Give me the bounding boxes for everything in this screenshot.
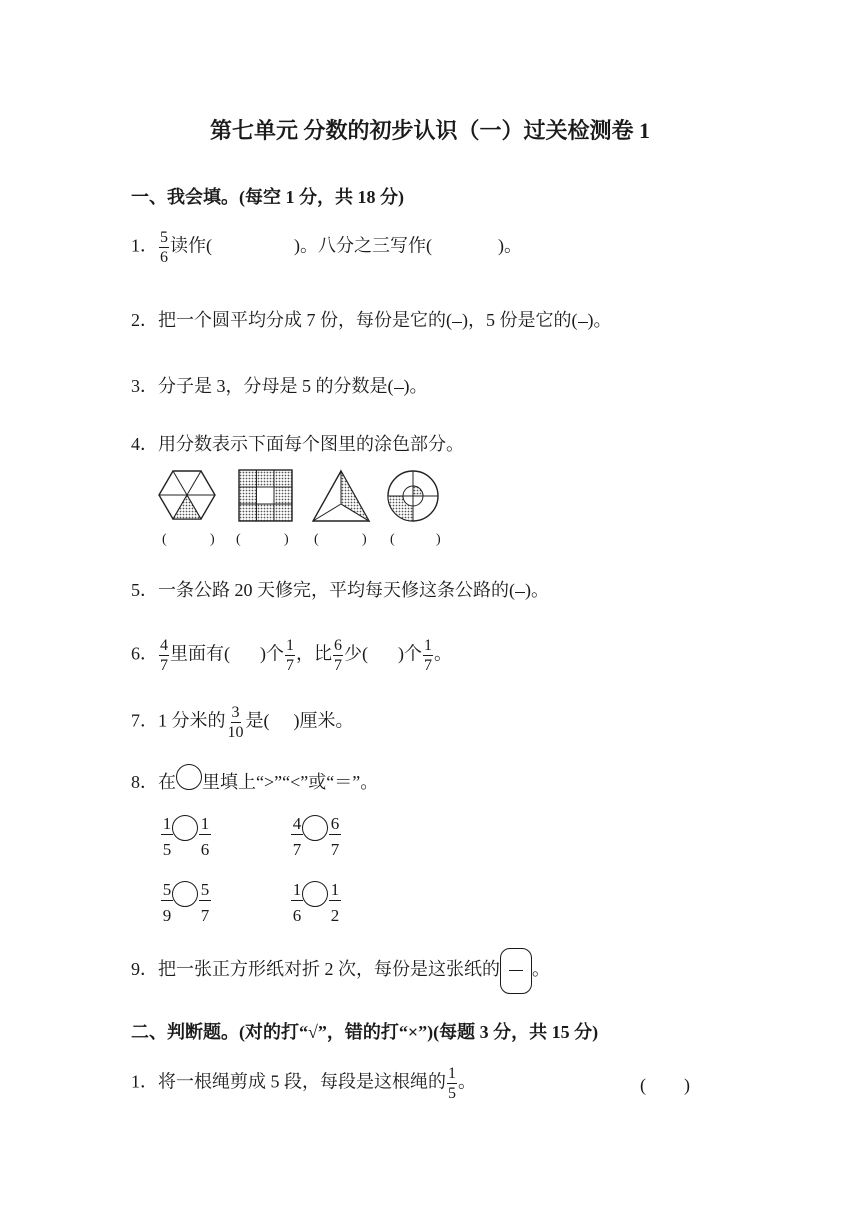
- question-1: 1． $\frac{5}{6}$ 读作( )。八分之三写作( )。: [131, 229, 522, 266]
- question-number: 4．: [131, 434, 158, 454]
- fraction-answer-blank[interactable]: [446, 312, 468, 332]
- section-2-heading: 二、判断题。(对的打“√”，错的打“×”)(每题 3 分，共 15 分): [131, 1022, 599, 1042]
- judge-question-1: 1．将一根绳剪成 5 段，每段是这根绳的 $\frac{1}{5}$ 。: [131, 1065, 476, 1102]
- question-number: 5．: [131, 580, 158, 600]
- question-7: 7．1 分米的 $\frac{3}{10}$ 是( )厘米。: [131, 704, 354, 741]
- circle-icon: [176, 764, 202, 790]
- circle-figure: [388, 471, 438, 521]
- fraction-answer-blank[interactable]: [572, 312, 594, 332]
- answer-paren: ): [284, 532, 289, 547]
- question-9: 9．把一张正方形纸对折 2 次，每份是这张纸的 。: [131, 948, 550, 994]
- fraction-answer-blank[interactable]: [509, 582, 531, 602]
- answer-paren: ): [210, 532, 215, 547]
- triangle-figure: [313, 471, 369, 521]
- answer-paren: ): [436, 532, 441, 547]
- page-title: 第七单元 分数的初步认识（一）过关检测卷 1: [209, 118, 650, 143]
- judge-answer-blank[interactable]: ( ): [640, 1075, 690, 1095]
- shaded-figures: [155, 468, 455, 528]
- question-3: 3．分子是 3，分母是 5 的分数是( )。: [131, 376, 428, 396]
- question-number: 7．: [131, 710, 158, 731]
- answer-paren: (: [390, 532, 395, 547]
- fraction: $\frac{1}{5}$: [448, 1065, 456, 1102]
- fraction-answer-blank[interactable]: [388, 378, 410, 398]
- fraction: $\frac{1}{7}$: [286, 637, 294, 674]
- question-number: 1．: [131, 1071, 158, 1092]
- fraction: $\frac{6}{7}$: [334, 637, 342, 674]
- question-4: 4．用分数表示下面每个图里的涂色部分。: [131, 434, 464, 454]
- compare-circle[interactable]: [302, 881, 328, 907]
- answer-paren: (: [162, 532, 167, 547]
- question-number: 9．: [131, 959, 158, 980]
- fraction: $\frac{1}{7}$: [424, 637, 432, 674]
- fraction: $\frac{3}{10}$: [227, 704, 244, 741]
- question-number: 1．: [131, 235, 158, 256]
- answer-paren: (: [236, 532, 241, 547]
- question-number: 8．: [131, 772, 158, 792]
- question-number: 3．: [131, 376, 158, 396]
- question-6: 6． $\frac{4}{7}$ 里面有( )个 $\frac{1}{7}$ ，比 $\frac{6}{7}$ 少( )个 $\frac{1}{7}$ 。: [131, 637, 452, 674]
- question-8: 8．在 里填上“>”“<”或“＝”。: [131, 768, 378, 794]
- hexagon-figure: [159, 471, 215, 519]
- fraction-answer-box[interactable]: [500, 948, 532, 994]
- compare-circle[interactable]: [302, 815, 328, 841]
- question-number: 6．: [131, 643, 158, 664]
- compare-circle[interactable]: [172, 881, 198, 907]
- question-2: 2．把一个圆平均分成 7 份，每份是它的( )，5 份是它的( )。: [131, 310, 612, 330]
- question-5: 5．一条公路 20 天修完，平均每天修这条公路的( )。: [131, 580, 549, 600]
- fraction: $\frac{5}{6}$: [160, 229, 168, 266]
- answer-paren: ): [362, 532, 367, 547]
- answer-paren: (: [314, 532, 319, 547]
- compare-circle[interactable]: [172, 815, 198, 841]
- section-1-heading: 一、我会填。(每空 1 分，共 18 分): [131, 187, 404, 207]
- question-number: 2．: [131, 310, 158, 330]
- square-grid-figure: [239, 470, 292, 521]
- fraction: $\frac{4}{7}$: [160, 637, 168, 674]
